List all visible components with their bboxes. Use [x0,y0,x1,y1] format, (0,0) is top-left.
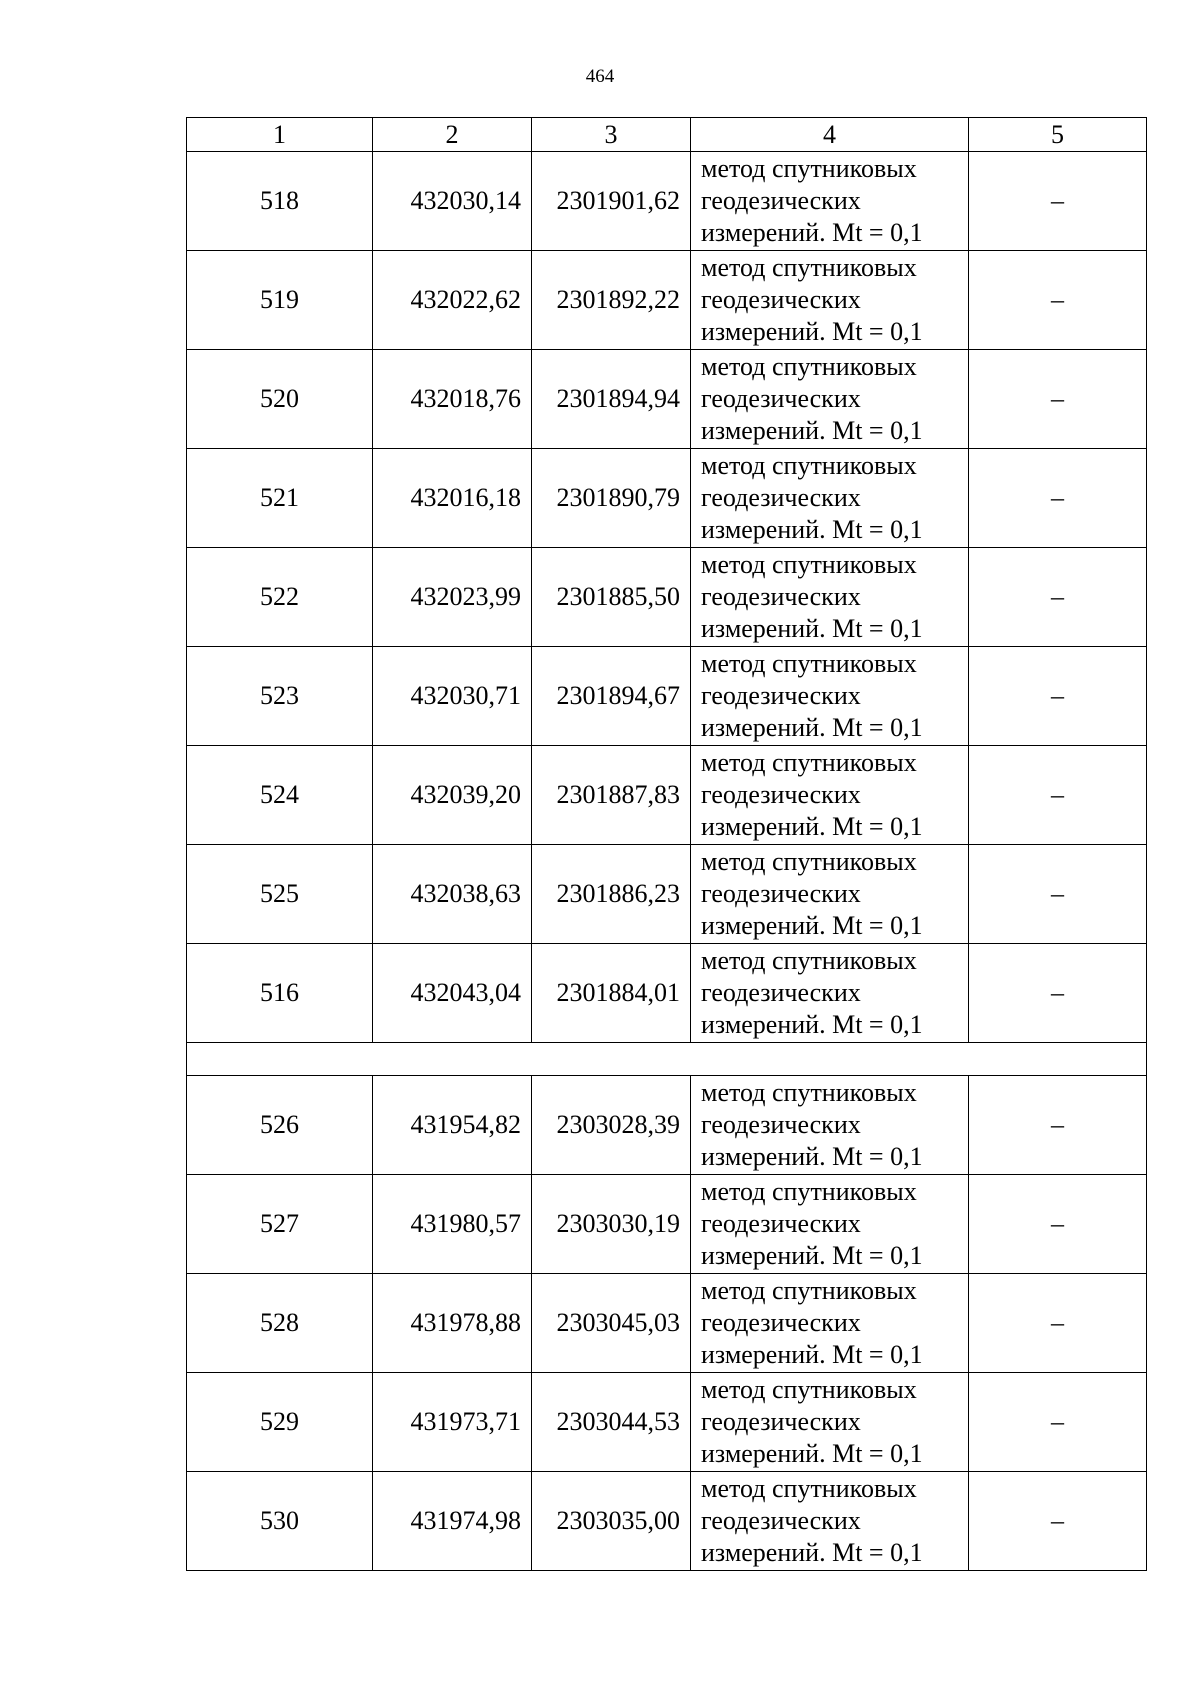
y-coordinate-cell: 2301890,79 [532,449,691,548]
point-number-cell: 524 [187,746,373,845]
method-cell [691,449,969,548]
note-cell: – [969,1472,1147,1571]
table-row [187,548,1147,647]
method-cell [691,944,969,1043]
method-line: измерений. Mt = 0,1 [701,317,923,346]
method-cell [691,647,969,746]
table-row [187,845,1147,944]
y-coordinate-cell: 2301885,50 [532,548,691,647]
table-row [187,251,1147,350]
table-row [187,350,1147,449]
y-coordinate-cell: 2301884,01 [532,944,691,1043]
method-line: геодезических [701,978,861,1007]
point-number-cell: 520 [187,350,373,449]
x-coordinate-cell: 432038,63 [373,845,532,944]
x-coordinate-cell: 431978,88 [373,1274,532,1373]
method-line: метод спутниковых [701,1276,917,1305]
table-row [187,944,1147,1043]
method-line: геодезических [701,879,861,908]
table-row [187,746,1147,845]
method-line: измерений. Mt = 0,1 [701,614,923,643]
y-coordinate-cell: 2301887,83 [532,746,691,845]
point-number-cell: 516 [187,944,373,1043]
coordinates-table [186,117,1147,1571]
note-cell: – [969,152,1147,251]
method-line: метод спутниковых [701,352,917,381]
point-number-cell: 519 [187,251,373,350]
method-line: метод спутниковых [701,1474,917,1503]
note-cell: – [969,1076,1147,1175]
point-number-cell: 527 [187,1175,373,1274]
x-coordinate-cell: 431954,82 [373,1076,532,1175]
note-cell: – [969,647,1147,746]
point-number-cell: 522 [187,548,373,647]
table-row [187,647,1147,746]
method-cell [691,746,969,845]
x-coordinate-cell: 432023,99 [373,548,532,647]
y-coordinate-cell: 2303030,19 [532,1175,691,1274]
method-cell [691,548,969,647]
method-line: геодезических [701,582,861,611]
method-line: метод спутниковых [701,649,917,678]
header-cell: 4 [691,118,969,152]
table-row [187,449,1147,548]
point-number-cell: 521 [187,449,373,548]
method-line: метод спутниковых [701,1078,917,1107]
x-coordinate-cell: 432039,20 [373,746,532,845]
note-cell: – [969,746,1147,845]
x-coordinate-cell: 432030,14 [373,152,532,251]
method-cell [691,1076,969,1175]
method-line: метод спутниковых [701,550,917,579]
point-number-cell: 525 [187,845,373,944]
method-line: измерений. Mt = 0,1 [701,812,923,841]
method-line: геодезических [701,285,861,314]
point-number-cell: 526 [187,1076,373,1175]
method-line: геодезических [701,1308,861,1337]
header-cell: 1 [187,118,373,152]
table-row [187,1076,1147,1175]
method-line: геодезических [701,384,861,413]
method-line: метод спутниковых [701,847,917,876]
note-cell: – [969,1373,1147,1472]
method-line: геодезических [701,483,861,512]
method-line: измерений. Mt = 0,1 [701,1142,923,1171]
y-coordinate-cell: 2301886,23 [532,845,691,944]
method-cell [691,845,969,944]
point-number-cell: 529 [187,1373,373,1472]
y-coordinate-cell: 2303044,53 [532,1373,691,1472]
method-cell [691,152,969,251]
method-line: измерений. Mt = 0,1 [701,713,923,742]
y-coordinate-cell: 2301901,62 [532,152,691,251]
method-line: измерений. Mt = 0,1 [701,1241,923,1270]
note-cell: – [969,944,1147,1043]
y-coordinate-cell: 2301892,22 [532,251,691,350]
table-row [187,1274,1147,1373]
page-number: 464 [585,66,615,87]
separator-row [187,1043,1147,1076]
method-line: геодезических [701,1209,861,1238]
method-line: геодезических [701,1407,861,1436]
x-coordinate-cell: 432018,76 [373,350,532,449]
note-cell: – [969,251,1147,350]
y-coordinate-cell: 2301894,67 [532,647,691,746]
method-line: геодезических [701,780,861,809]
y-coordinate-cell: 2303028,39 [532,1076,691,1175]
method-line: измерений. Mt = 0,1 [701,1538,923,1567]
method-line: геодезических [701,681,861,710]
method-line: измерений. Mt = 0,1 [701,218,923,247]
x-coordinate-cell: 432016,18 [373,449,532,548]
note-cell: – [969,1274,1147,1373]
point-number-cell: 530 [187,1472,373,1571]
method-line: метод спутниковых [701,451,917,480]
y-coordinate-cell: 2301894,94 [532,350,691,449]
y-coordinate-cell: 2303045,03 [532,1274,691,1373]
x-coordinate-cell: 431973,71 [373,1373,532,1472]
table-row [187,1175,1147,1274]
method-line: измерений. Mt = 0,1 [701,1439,923,1468]
method-line: измерений. Mt = 0,1 [701,416,923,445]
method-line: метод спутниковых [701,1375,917,1404]
method-cell [691,1373,969,1472]
x-coordinate-cell: 431974,98 [373,1472,532,1571]
x-coordinate-cell: 432030,71 [373,647,532,746]
method-line: геодезических [701,1506,861,1535]
note-cell: – [969,845,1147,944]
method-line: метод спутниковых [701,154,917,183]
note-cell: – [969,449,1147,548]
header-cell: 3 [532,118,691,152]
method-cell [691,350,969,449]
method-cell [691,1472,969,1571]
table-row [187,1373,1147,1472]
table-row [187,152,1147,251]
header-cell: 5 [969,118,1147,152]
method-line: измерений. Mt = 0,1 [701,911,923,940]
method-cell [691,251,969,350]
method-line: геодезических [701,1110,861,1139]
method-line: метод спутниковых [701,253,917,282]
header-cell: 2 [373,118,532,152]
point-number-cell: 528 [187,1274,373,1373]
note-cell: – [969,548,1147,647]
note-cell: – [969,1175,1147,1274]
y-coordinate-cell: 2303035,00 [532,1472,691,1571]
x-coordinate-cell: 432043,04 [373,944,532,1043]
method-line: метод спутниковых [701,1177,917,1206]
x-coordinate-cell: 432022,62 [373,251,532,350]
method-line: метод спутниковых [701,946,917,975]
note-cell: – [969,350,1147,449]
method-line: измерений. Mt = 0,1 [701,515,923,544]
table-row [187,1472,1147,1571]
table-header-row [187,118,1147,152]
point-number-cell: 518 [187,152,373,251]
method-cell [691,1274,969,1373]
x-coordinate-cell: 431980,57 [373,1175,532,1274]
separator-cell [187,1043,1147,1076]
method-line: измерений. Mt = 0,1 [701,1340,923,1369]
method-cell [691,1175,969,1274]
point-number-cell: 523 [187,647,373,746]
method-line: метод спутниковых [701,748,917,777]
method-line: геодезических [701,186,861,215]
method-line: измерений. Mt = 0,1 [701,1010,923,1039]
